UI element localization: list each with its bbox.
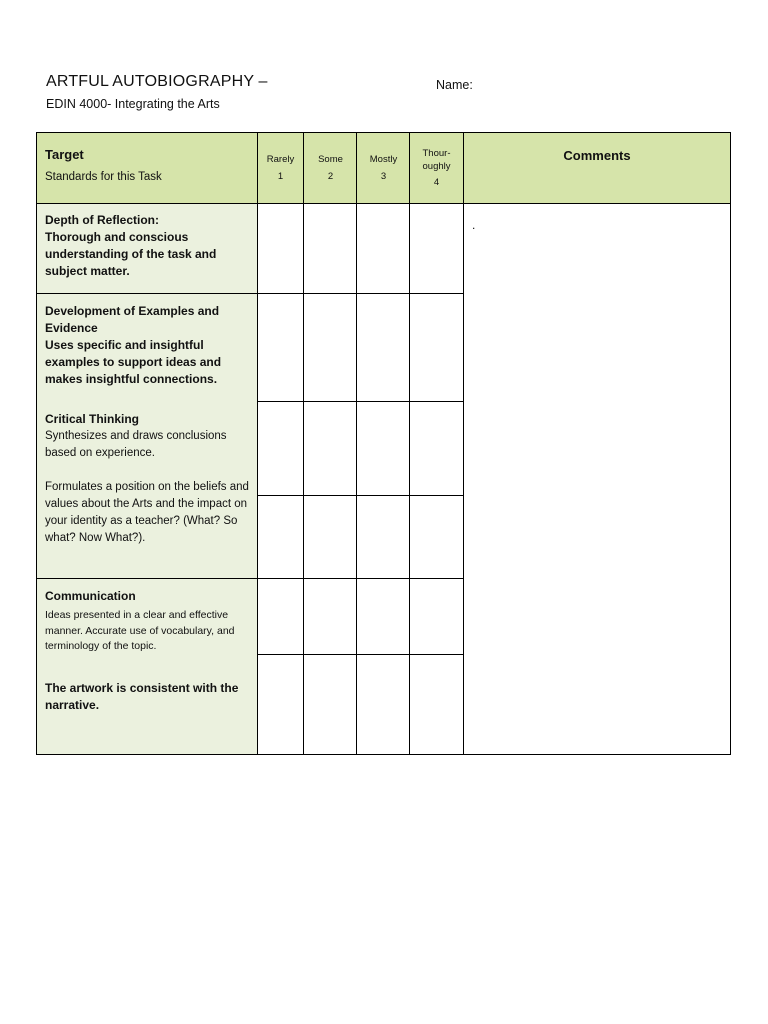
criterion-title: Communication xyxy=(45,589,136,603)
border-top xyxy=(36,132,731,133)
row-divider xyxy=(257,401,464,402)
level-number: 3 xyxy=(380,171,387,182)
criterion-description: Ideas presented in a clear and effective manner. Accurate use of vocabulary, and terminology of the topic. xyxy=(45,609,235,652)
comments-header: Comments xyxy=(563,148,631,163)
comments-value: . xyxy=(472,218,476,232)
criterion-depth-of-reflection xyxy=(45,212,253,280)
rubric-table xyxy=(36,132,731,755)
level-number: 2 xyxy=(327,171,334,182)
criterion-description: Synthesizes and draws conclusions based on experience. xyxy=(45,430,227,459)
target-label: Target xyxy=(45,147,84,162)
border-bottom xyxy=(36,754,731,755)
target-sublabel: Standards for this Task xyxy=(45,171,162,183)
level-label: Rarely xyxy=(266,154,295,165)
criterion-title: Critical Thinking xyxy=(45,412,140,426)
target-header xyxy=(45,146,250,186)
criterion-examples-evidence xyxy=(45,303,245,388)
level-number: 1 xyxy=(277,171,284,182)
level-header-some xyxy=(304,153,357,183)
level-label: Mostly xyxy=(369,154,398,165)
row-divider xyxy=(36,578,464,579)
row-divider xyxy=(36,293,464,294)
criterion-critical-thinking xyxy=(45,411,253,547)
criterion-description: Uses specific and insightful examples to support ideas and makes insightful connections. xyxy=(45,338,222,386)
col-divider xyxy=(356,132,357,755)
border-left xyxy=(36,132,37,755)
row-divider xyxy=(257,495,464,496)
level-label: Thour- oughly xyxy=(422,148,451,172)
col-divider xyxy=(257,132,258,755)
col-divider xyxy=(463,132,464,755)
header-divider xyxy=(36,203,731,204)
row-divider xyxy=(257,654,464,655)
criterion-description-2: The artwork is consistent with the narrative. xyxy=(45,680,239,712)
col-divider xyxy=(303,132,304,755)
level-header-rarely xyxy=(257,153,304,183)
document-subtitle: EDIN 4000- Integrating the Arts xyxy=(46,97,220,111)
level-header-thoroughly xyxy=(410,147,463,189)
border-right xyxy=(730,132,731,755)
criterion-title: Depth of Reflection: xyxy=(45,213,159,227)
criterion-title: Development of Examples and Evidence xyxy=(45,304,220,335)
level-number: 4 xyxy=(433,177,440,188)
document-title: ARTFUL AUTOBIOGRAPHY – xyxy=(46,73,268,90)
criterion-communication xyxy=(45,588,253,714)
criterion-description-2: Formulates a position on the beliefs and values about the Arts and the impact on your identity as a teacher? (What? So what? Now What?). xyxy=(45,481,249,544)
level-label: Some xyxy=(318,154,343,165)
level-header-mostly xyxy=(357,153,410,183)
name-label: Name: xyxy=(436,78,473,92)
col-divider xyxy=(409,132,410,755)
criterion-description: Thorough and conscious understanding of the task and subject matter. xyxy=(45,230,217,278)
